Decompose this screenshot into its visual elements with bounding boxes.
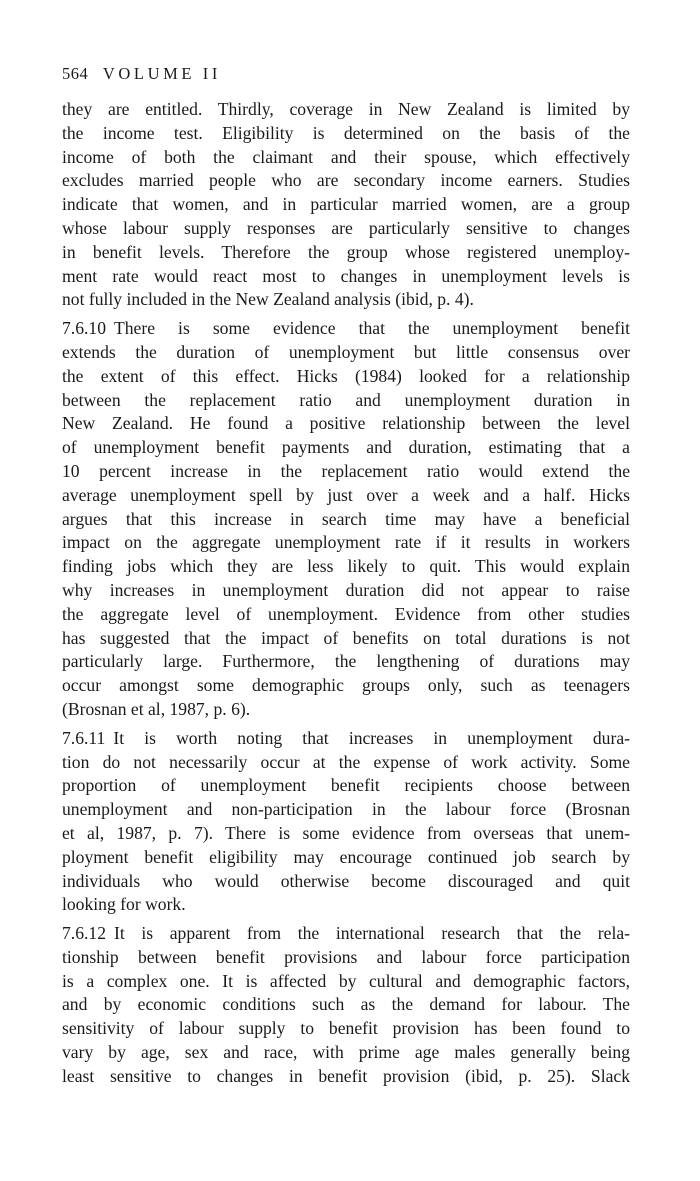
paragraph-continued — [62, 98, 630, 312]
text-line: and by economic conditions such as the demand for labour. The — [62, 994, 630, 1015]
text-line: average unemployment spell by just over a week and a half. Hicks — [62, 484, 630, 505]
text-line: the aggregate level of unemployment. Evidence from other studies — [62, 603, 630, 624]
text-line: tion do not necessarily occur at the expense of work activity. Some — [62, 751, 630, 772]
text-line: It is worth noting that increases in unemployment dura- — [113, 727, 630, 748]
paragraph-number: 7.6.11 — [62, 727, 106, 748]
text-line: is a complex one. It is affected by cultural and demographic factors, — [62, 970, 630, 991]
page-number: 564 — [62, 64, 89, 83]
document-page — [62, 62, 630, 1094]
text-line: why increases in unemployment duration did not appear to raise — [62, 579, 630, 600]
text-line: ment rate would react most to changes in unemployment levels is — [62, 265, 630, 286]
text-line: 10 percent increase in the replacement ratio would extend the — [62, 460, 630, 481]
text-line: in benefit levels. Therefore the group whose registered unemploy- — [62, 241, 630, 262]
paragraph-number: 7.6.10 — [62, 318, 106, 339]
text-line: not fully included in the New Zealand analysis (ibid, p. 4). — [62, 289, 474, 310]
text-line: extends the duration of unemployment but little consensus over — [62, 341, 630, 362]
text-line: excludes married people who are secondary income earners. Studies — [62, 170, 630, 191]
text-line: individuals who would otherwise become discouraged and quit — [62, 870, 630, 891]
text-line: New Zealand. He found a positive relationship between the level — [62, 413, 630, 434]
paragraph-7-6-10 — [62, 317, 630, 722]
text-line: income of both the claimant and their spouse, which effectively — [62, 146, 630, 167]
text-line: finding jobs which they are less likely to quit. This would explain — [62, 556, 630, 577]
text-line: It is apparent from the international research that the rela- — [113, 923, 630, 944]
text-line: whose labour supply responses are particularly sensitive to changes — [62, 217, 630, 238]
text-line: least sensitive to changes in benefit provision (ibid, p. 25). Slack — [62, 1065, 630, 1086]
text-line: between the replacement ratio and unemployment duration in — [62, 389, 630, 410]
paragraph-7-6-12 — [62, 922, 630, 1089]
paragraph-number: 7.6.12 — [62, 923, 106, 944]
running-head — [62, 62, 630, 86]
text-line: unemployment and non-participation in the labour force (Brosnan — [62, 799, 630, 820]
volume-title: VOLUME II — [102, 64, 221, 83]
text-line: has suggested that the impact of benefits on total durations is not — [62, 627, 630, 648]
text-line: the extent of this effect. Hicks (1984) looked for a relationship — [62, 365, 630, 386]
text-line: the income test. Eligibility is determined on the basis of the — [62, 122, 630, 143]
text-line: indicate that women, and in particular married women, are a group — [62, 194, 630, 215]
text-line: proportion of unemployment benefit recipients choose between — [62, 775, 630, 796]
text-line: they are entitled. Thirdly, coverage in New Zealand is limited by — [62, 99, 630, 119]
text-line: ployment benefit eligibility may encourage continued job search by — [62, 846, 630, 867]
text-line: et al, 1987, p. 7). There is some evidence from overseas that unem- — [62, 822, 630, 843]
text-line: tionship between benefit provisions and labour force participation — [62, 946, 630, 967]
text-line: sensitivity of labour supply to benefit provision has been found to — [62, 1018, 630, 1039]
text-line: of unemployment benefit payments and duration, estimating that a — [62, 437, 630, 458]
text-line: occur amongst some demographic groups only, such as teenagers — [62, 675, 630, 696]
text-line: argues that this increase in search time may have a beneficial — [62, 508, 630, 529]
paragraph-7-6-11 — [62, 727, 630, 917]
text-line: (Brosnan et al, 1987, p. 6). — [62, 698, 251, 719]
text-line: looking for work. — [62, 894, 186, 915]
text-line: particularly large. Furthermore, the lengthening of durations may — [62, 651, 630, 672]
text-line: vary by age, sex and race, with prime age males generally being — [62, 1042, 630, 1063]
text-line: There is some evidence that the unemployment benefit — [113, 318, 630, 339]
text-line: impact on the aggregate unemployment rate if it results in workers — [62, 532, 630, 553]
